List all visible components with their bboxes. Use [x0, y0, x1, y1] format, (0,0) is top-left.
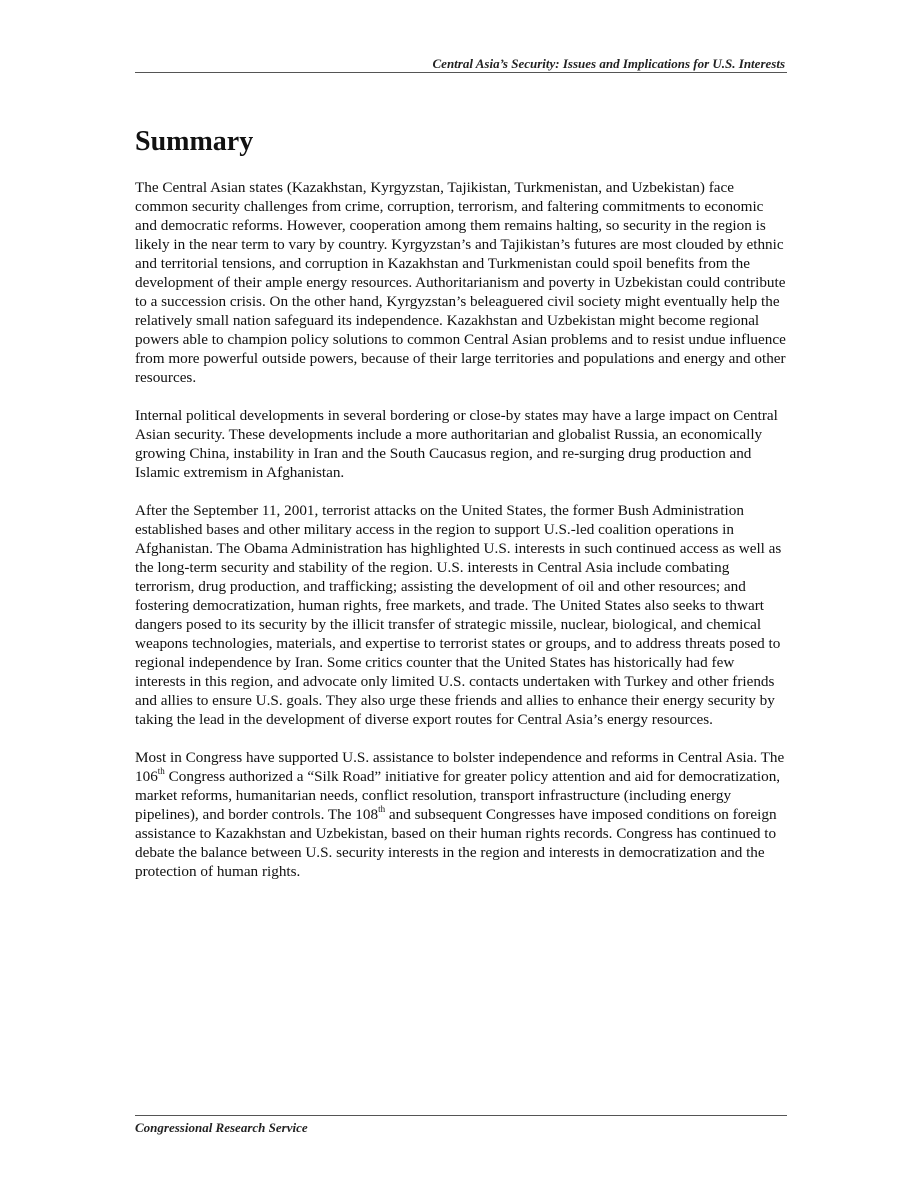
paragraph-4-text-2: Congress authorized a “Silk Road” initiative for greater policy attention and aid for democratization, market reforms, humanitarian needs, conflict resolution, transport infrastructure (including energy pipelines), and border controls. The 108: [135, 768, 781, 823]
ordinal-suffix: th: [378, 803, 386, 814]
paragraph-2: Internal political developments in several bordering or close-by states may have a large impact on Central Asian security. These developments include a more authoritarian and globalist Russia, an economically growing China, instability in Iran and the South Caucasus region, and re-surging drug production and Islamic extremism in Afghanistan.: [135, 407, 778, 481]
ordinal-suffix: th: [157, 765, 165, 776]
header-divider: [135, 72, 787, 73]
paragraph-4-text-3: and subsequent Congresses have imposed conditions on foreign assistance to Kazakhstan and Uzbekistan, based on their human rights records. Congress has continued to debate the balance between U.S. security interests in the region and interests in democratization and the protection of human rights.: [135, 806, 777, 880]
running-footer: Congressional Research Service: [135, 1120, 308, 1135]
summary-body: [135, 178, 787, 900]
paragraph-4: [135, 748, 787, 881]
page-title: Summary: [135, 126, 254, 157]
running-header: Central Asia’s Security: Issues and Implications for U.S. Interests: [432, 56, 785, 71]
paragraph-1: The Central Asian states (Kazakhstan, Kyrgyzstan, Tajikistan, Turkmenistan, and Uzbekistan) face common security challenges from crime, corruption, terrorism, and faltering commitments to economic and democratic reforms. However, cooperation among them remains halting, so security in the region is likely in the near term to vary by country. Kyrgyzstan’s and Tajikistan’s futures are most clouded by ethnic and territorial tensions, and corruption in Kazakhstan and Turkmenistan could spoil benefits from the development of their ample energy resources. Authoritarianism and poverty in Uzbekistan could contribute to a succession crisis. On the other hand, Kyrgyzstan’s beleaguered civil society might eventually help the relatively small nation safeguard its independence. Kazakhstan and Uzbekistan might become regional powers able to champion policy solutions to common Central Asian problems and to resist undue influence from more powerful outside powers, because of their large territories and populations and energy and other resources.: [135, 179, 786, 386]
footer-divider: [135, 1115, 787, 1116]
paragraph-3: After the September 11, 2001, terrorist attacks on the United States, the former Bush Administration established bases and other military access in the region to support U.S.-led coalition operations in Afghanistan. The Obama Administration has highlighted U.S. interests in such continued access as well as the long-term security and stability of the region. U.S. interests in Central Asia include combating terrorism, drug production, and trafficking; assisting the development of oil and other resources; and fostering democratization, human rights, free markets, and trade. The United States also seeks to thwart dangers posed to its security by the illicit transfer of strategic missile, nuclear, biological, and chemical weapons technologies, materials, and expertise to terrorist states or groups, and to address threats posed to regional independence by Iran. Some critics counter that the United States has historically had few interests in this region, and advocate only limited U.S. contacts undertaken with Turkey and other friends and allies to ensure U.S. goals. They also urge these friends and allies to enhance their energy security by taking the lead in the development of diverse export routes for Central Asia’s energy resources.: [135, 502, 782, 728]
paragraph-4-text-1: Most in Congress have supported U.S. assistance to bolster independence and reforms in Central Asia. The 106: [135, 749, 785, 785]
